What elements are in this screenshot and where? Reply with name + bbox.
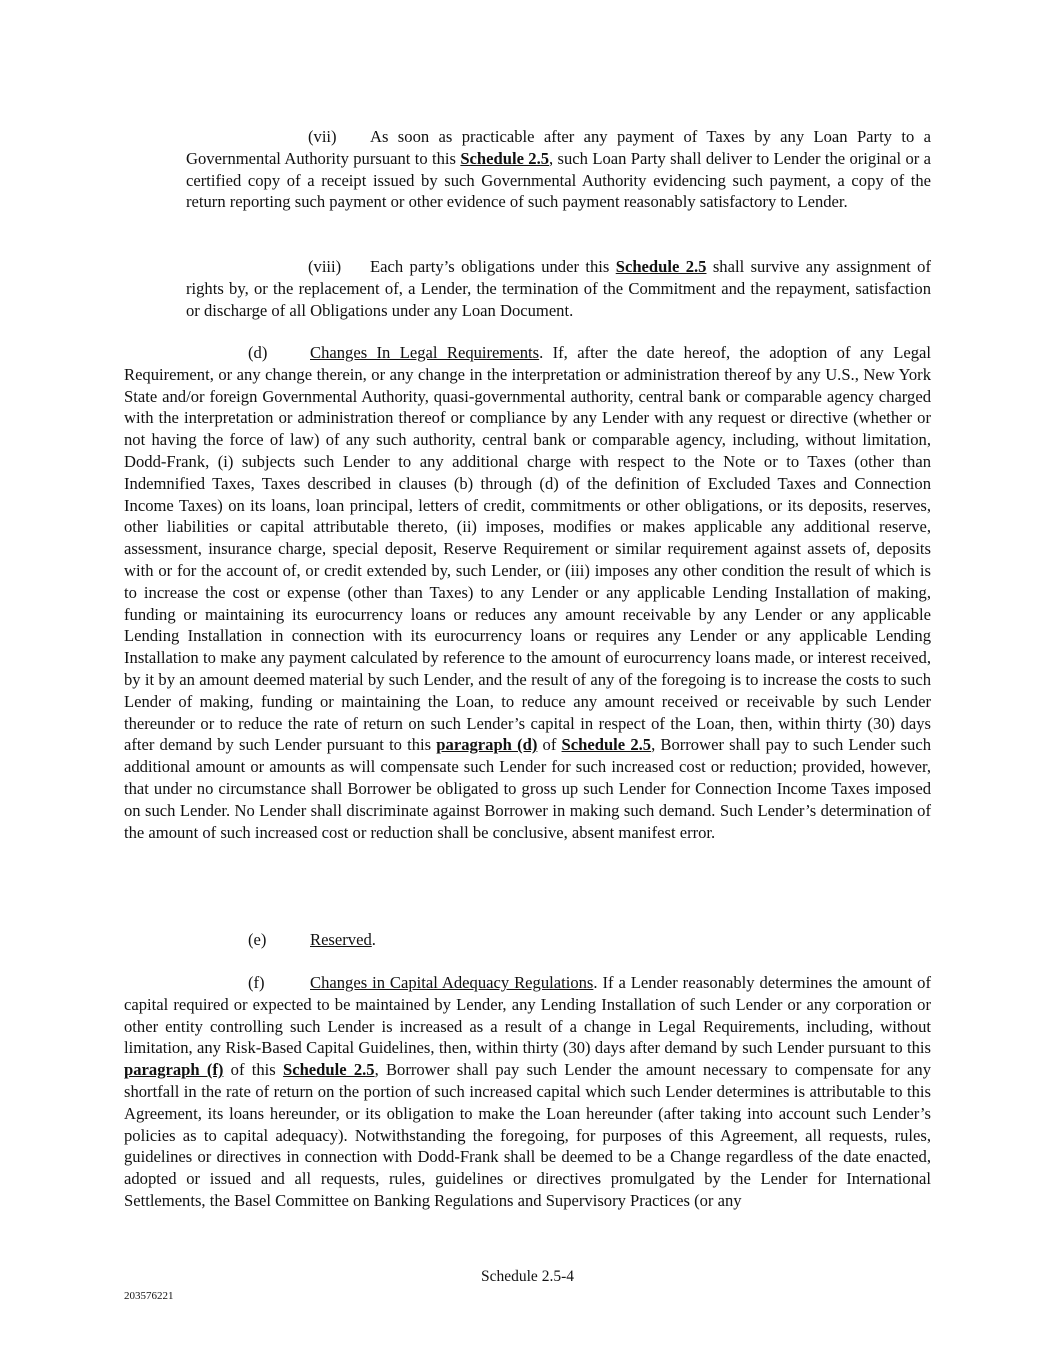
- paragraph-f-reference: paragraph (f): [124, 1060, 224, 1080]
- paragraph-viii-text-1: Each party’s obligations under this: [370, 257, 616, 276]
- paragraph-f-heading: Changes in Capital Adequacy Regulations: [310, 973, 594, 992]
- schedule-2-5-reference: Schedule 2.5: [561, 735, 652, 755]
- paragraph-e-text-1: .: [371, 930, 376, 949]
- paragraph-vii-text-1: As soon as practicable after any payment of Taxes by any Loan Party to a Governmental Authority pursuant to this: [186, 127, 931, 168]
- paragraph-d-text-1: . If, after the date hereof, the adoption of any Legal Requirement, or any change therein, or any change in the interpretation or administration thereof by any U.S., New York State and/or foreign Governmental Authority, quasi-governmental authority, central bank or comparable agency charged with the interpretation or administration thereof or compliance by any Lender with any request or directive (whether or not having the force of law) of any such authority, central bank or comparable agency, including, without limitation, Dodd-Frank, (i) subjects such Lender to any additional charge with respect to the Note or to Taxes (other than Indemnified Taxes, Taxes described in clauses (b) through (d) of the definition of Excluded Taxes and Connection Income Taxes) on its loans, loan principal, letters of credit, commitments or other obligations, or its deposits, reserves, other liabilities or capital attributable thereto, (ii) imposes, modifies or makes applicable any additional reserve, assessment, insurance charge, special deposit, Reserve Requirement or similar requirement against assets of, deposits with or for the account of, or credit extended by, such Lender, or (iii) imposes any other condition the result of which is to increase the cost or expense (other than Taxes) to any Lender or any applicable Lending Installation of making, funding or maintaining its eurocurrency loans or reduces any amount receivable by any Lender or any applicable Lending Installation in connection with its eurocurrency loans or requires any Lender or any applicable Lending Installation to make any payment calculated by reference to the amount of eurocurrency loans made, or interest received, by it by an amount deemed material by such Lender, and the result of any of the foregoing is to increase the costs to such Lender of making, funding or maintaining the Loan, to reduce any amount received or receivable by such Lender thereunder or to reduce the rate of return on such Lender’s capital in respect of the Loan, then, within thirty (30) days after demand by such Lender pursuant to this: [124, 343, 932, 755]
- document-id: 203576221: [124, 1290, 174, 1302]
- paragraph-viii-label: (viii): [308, 257, 342, 276]
- paragraph-d-label: (d): [248, 343, 268, 362]
- paragraph-vii-text-2: , such Loan Party shall deliver to Lender the original or a certified copy of a receipt issued by such Governmental Authority evidencing such payment, a copy of the return reporting such payment or other evidence of such payment reasonably satisfactory to Lender.: [186, 148, 931, 212]
- page-number: Schedule 2.5-4: [481, 1268, 574, 1285]
- paragraph-vii-label: (vii): [308, 127, 337, 146]
- paragraph-e: [124, 929, 931, 951]
- paragraph-f-text-2: of this: [223, 1060, 283, 1080]
- paragraph-vii: [186, 126, 931, 213]
- paragraph-f-text-1: . If a Lender reasonably determines the amount of capital required or expected to be maintained by Lender, any Lending Installation of such Lender or any corporation or other entity controlling such Lender is increased as a result of a change in Legal Requirements, including, without limitation, any Risk-Based Capital Guidelines, then, within thirty (30) days after demand by such Lender pursuant to this: [124, 973, 931, 1058]
- paragraph-viii: [186, 256, 931, 321]
- schedule-2-5-reference: Schedule 2.5: [615, 257, 707, 276]
- paragraph-e-heading: Reserved: [310, 930, 372, 949]
- paragraph-d-text-2: of: [537, 735, 562, 755]
- paragraph-d-reference: paragraph (d): [436, 735, 538, 755]
- paragraph-d-heading: Changes In Legal Requirements: [310, 343, 540, 362]
- paragraph-f-label: (f): [248, 973, 265, 992]
- paragraph-f: [124, 972, 931, 1212]
- paragraph-f-text-3: , Borrower shall pay such Lender the amount necessary to compensate for any shortfall in the rate of return on the portion of such increased capital which such Lender determines is attributable to this Agreement, its loans hereunder, or its obligation to make the Loan hereunder (after taking into account such Lender’s policies as to capital adequacy). Notwithstanding the foregoing, for purposes of this Agreement, all requests, rules, guidelines or directives in connection with Dodd-Frank shall be deemed to be a Change regardless of the date enacted, adopted or issued and all requests, rules, guidelines or directives promulgated by the Lender for International Settlements, the Basel Committee on Banking Regulations and Supervisory Practices (or any: [124, 1060, 931, 1210]
- paragraph-e-label: (e): [248, 930, 267, 949]
- paragraph-d: [124, 342, 931, 843]
- schedule-2-5-reference: Schedule 2.5: [460, 148, 550, 168]
- paragraph-viii-text-2: shall survive any assignment of rights by, or the replacement of, a Lender, the termination of the Commitment and the repayment, satisfaction or discharge of all Obligations under any Loan Document.: [186, 257, 931, 320]
- schedule-2-5-reference: Schedule 2.5: [282, 1060, 375, 1080]
- paragraph-d-text-3: , Borrower shall pay to such Lender such additional amount or amounts as will compensate such Lender for such increased cost or reduction; provided, however, that under no circumstance shall Borrower be obligated to gross up such Lender for Connection Income Taxes imposed on such Lender. No Lender shall discriminate against Borrower in making such demand. Such Lender’s determination of the amount of such increased cost or reduction shall be conclusive, absent manifest error.: [124, 735, 931, 842]
